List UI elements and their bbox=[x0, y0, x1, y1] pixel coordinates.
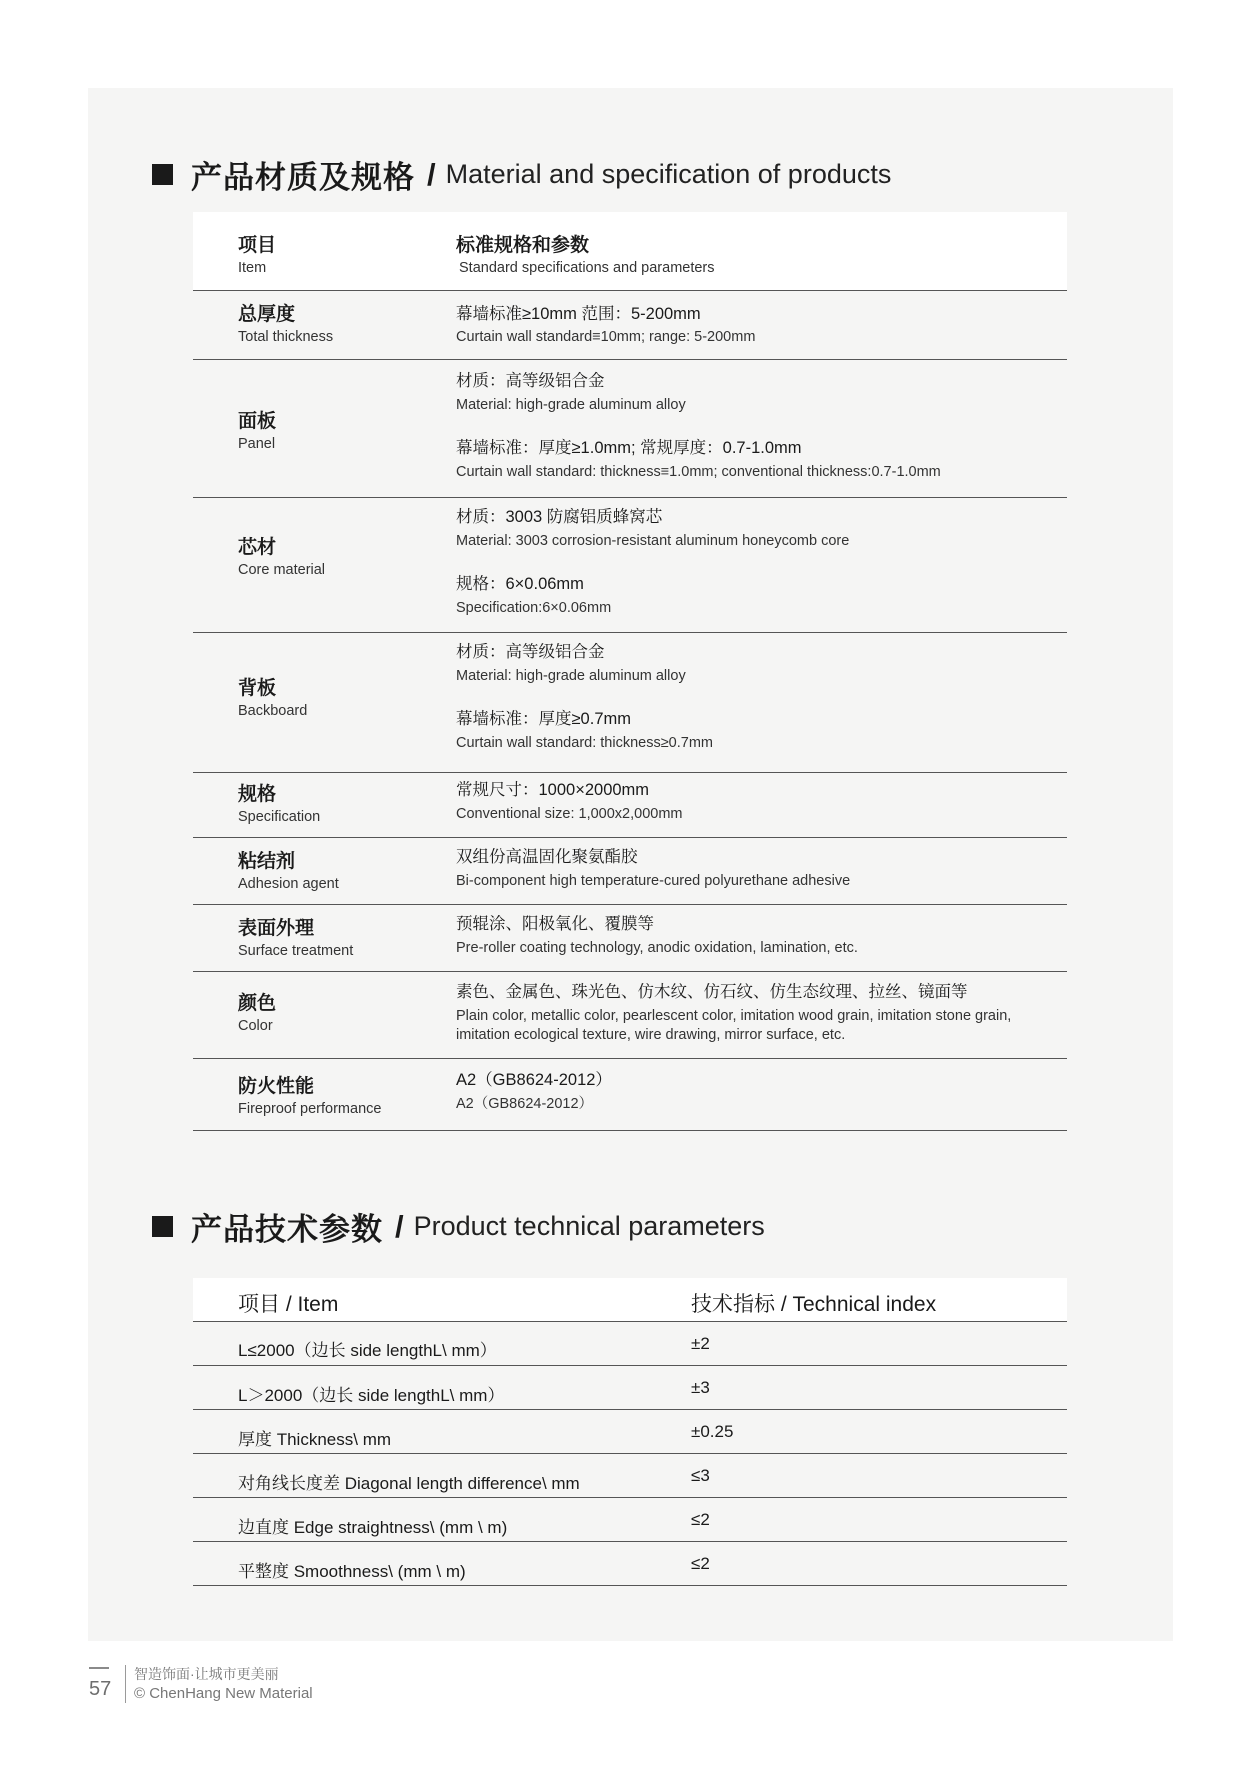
row-item-en: Fireproof performance bbox=[238, 1101, 382, 1117]
row-item-zh: 粘结剂 bbox=[238, 851, 296, 872]
section-title-zh: 产品材质及规格 bbox=[191, 160, 415, 195]
footer-copyright: © ChenHang New Material bbox=[134, 1685, 313, 1702]
row-item: 厚度 Thickness\ mm bbox=[238, 1430, 392, 1449]
row-item-en: Adhesion agent bbox=[238, 876, 339, 892]
row-item-zh: 规格 bbox=[238, 784, 277, 805]
row-item-zh: 芯材 bbox=[238, 537, 277, 558]
row-value-en: Material: high-grade aluminum alloy bbox=[456, 668, 686, 684]
row-value-zh: 幕墙标准：厚度≥1.0mm; 常规厚度：0.7-1.0mm bbox=[456, 439, 802, 457]
row-value-en-continued: imitation ecological texture, wire drawing, mirror surface, etc. bbox=[456, 1027, 846, 1043]
row-value-zh: 幕墙标准≥10mm 范围：5-200mm bbox=[456, 305, 701, 323]
table-row bbox=[193, 1498, 1067, 1542]
table-row bbox=[193, 905, 1067, 972]
table-row bbox=[193, 498, 1067, 633]
footer-slogan: 智造饰面·让城市更美丽 bbox=[134, 1666, 279, 1682]
table-row bbox=[193, 1322, 1067, 1366]
row-value-en: Curtain wall standard: thickness≥0.7mm bbox=[456, 735, 713, 751]
row-value: ±0.25 bbox=[691, 1422, 734, 1441]
table-row bbox=[193, 1059, 1067, 1131]
table-row bbox=[193, 360, 1067, 498]
row-value-zh: 规格：6×0.06mm bbox=[456, 575, 584, 593]
table-row bbox=[193, 972, 1067, 1059]
table-row bbox=[193, 1410, 1067, 1454]
header-item-en: Item bbox=[238, 260, 267, 276]
row-value-en: Conventional size: 1,000x2,000mm bbox=[456, 806, 683, 822]
material-spec-table bbox=[193, 212, 1067, 1131]
table-row bbox=[193, 291, 1067, 360]
section-title-en: Product technical parameters bbox=[413, 1211, 765, 1241]
table-header bbox=[193, 212, 1067, 291]
row-value-zh: 素色、金属色、珠光色、仿木纹、仿石纹、仿生态纹理、拉丝、镜面等 bbox=[456, 983, 968, 1001]
row-item-en: Backboard bbox=[238, 703, 308, 719]
technical-parameters-table bbox=[193, 1278, 1067, 1586]
section-title-technical bbox=[152, 1204, 765, 1249]
row-item-en: Panel bbox=[238, 436, 276, 452]
section-title-material bbox=[152, 152, 891, 197]
table-row bbox=[193, 773, 1067, 838]
row-value-en: Specification:6×0.06mm bbox=[456, 600, 612, 616]
row-item: L≤2000（边长 side lengthL\ mm） bbox=[238, 1341, 497, 1360]
row-value-en: Bi-component high temperature-cured polyurethane adhesive bbox=[456, 873, 851, 889]
row-item-zh: 表面外理 bbox=[238, 918, 315, 939]
page-number: 57 bbox=[89, 1678, 112, 1700]
row-item-zh: 颜色 bbox=[238, 993, 277, 1014]
row-value-zh: 双组份高温固化聚氨酯胶 bbox=[456, 848, 638, 866]
row-value-zh: 幕墙标准：厚度≥0.7mm bbox=[456, 710, 631, 728]
table-row bbox=[193, 838, 1067, 905]
header-item: 项目 / Item bbox=[238, 1293, 339, 1316]
header-item-zh: 项目 bbox=[238, 235, 277, 256]
row-value: ≤2 bbox=[691, 1554, 710, 1573]
header-value-zh: 标准规格和参数 bbox=[456, 235, 590, 256]
table-header bbox=[193, 1278, 1067, 1322]
row-item-en: Total thickness bbox=[238, 329, 334, 345]
row-value-zh: 常规尺寸：1000×2000mm bbox=[456, 781, 650, 799]
row-value: ≤3 bbox=[691, 1466, 710, 1485]
header-value-en: Standard specifications and parameters bbox=[459, 260, 715, 276]
row-value: ±2 bbox=[691, 1334, 710, 1353]
row-item-en: Specification bbox=[238, 809, 321, 825]
table-row bbox=[193, 633, 1067, 773]
row-value-zh: A2（GB8624-2012） bbox=[456, 1071, 612, 1089]
table-row bbox=[193, 1366, 1067, 1410]
table-row bbox=[193, 1454, 1067, 1498]
row-value: ≤2 bbox=[691, 1510, 710, 1529]
row-item: 对角线长度差 Diagonal length difference\ mm bbox=[238, 1474, 580, 1493]
row-item-en: Color bbox=[238, 1018, 273, 1034]
row-value-en: Curtain wall standard: thickness≡1.0mm; conventional thickness:0.7-1.0mm bbox=[456, 464, 941, 480]
bullet-square-icon bbox=[152, 164, 173, 185]
table-row bbox=[193, 1542, 1067, 1586]
row-value-en: Pre-roller coating technology, anodic oxidation, lamination, etc. bbox=[456, 940, 858, 956]
section-title-en: Material and specification of products bbox=[445, 159, 892, 189]
row-value-en: Plain color, metallic color, pearlescent color, imitation wood grain, imitation stone grain, bbox=[456, 1008, 1012, 1024]
row-value-en: Curtain wall standard≡10mm; range: 5-200mm bbox=[456, 329, 756, 345]
row-value-zh: 预辊涂、阳极氧化、覆膜等 bbox=[456, 915, 654, 933]
header-technical-index: 技术指标 / Technical index bbox=[691, 1293, 937, 1316]
row-item-zh: 背板 bbox=[238, 678, 277, 699]
bullet-square-icon bbox=[152, 1216, 173, 1237]
row-value-zh: 材质：3003 防腐铝质蜂窝芯 bbox=[456, 508, 663, 526]
row-item: 平整度 Smoothness\ (mm \ m) bbox=[238, 1562, 466, 1581]
row-item: 边直度 Edge straightness\ (mm \ m) bbox=[238, 1518, 508, 1537]
footer-divider bbox=[125, 1665, 126, 1703]
row-value-zh: 材质：高等级铝合金 bbox=[456, 372, 605, 390]
row-item: L＞2000（边长 side lengthL\ mm） bbox=[238, 1386, 505, 1405]
row-item-en: Core material bbox=[238, 562, 326, 578]
row-value-zh: 材质：高等级铝合金 bbox=[456, 643, 605, 661]
row-value: ±3 bbox=[691, 1378, 710, 1397]
title-separator: / bbox=[427, 156, 436, 192]
row-item-en: Surface treatment bbox=[238, 943, 354, 959]
row-item-zh: 防火性能 bbox=[238, 1076, 315, 1097]
row-value-en: A2（GB8624-2012） bbox=[456, 1096, 594, 1112]
section-title-zh: 产品技术参数 bbox=[191, 1212, 383, 1247]
row-item-zh: 总厚度 bbox=[238, 304, 296, 325]
footer-dash bbox=[89, 1667, 109, 1669]
row-item-zh: 面板 bbox=[238, 411, 277, 432]
title-separator: / bbox=[395, 1208, 404, 1244]
row-value-en: Material: high-grade aluminum alloy bbox=[456, 397, 686, 413]
row-value-en: Material: 3003 corrosion-resistant aluminum honeycomb core bbox=[456, 533, 850, 549]
